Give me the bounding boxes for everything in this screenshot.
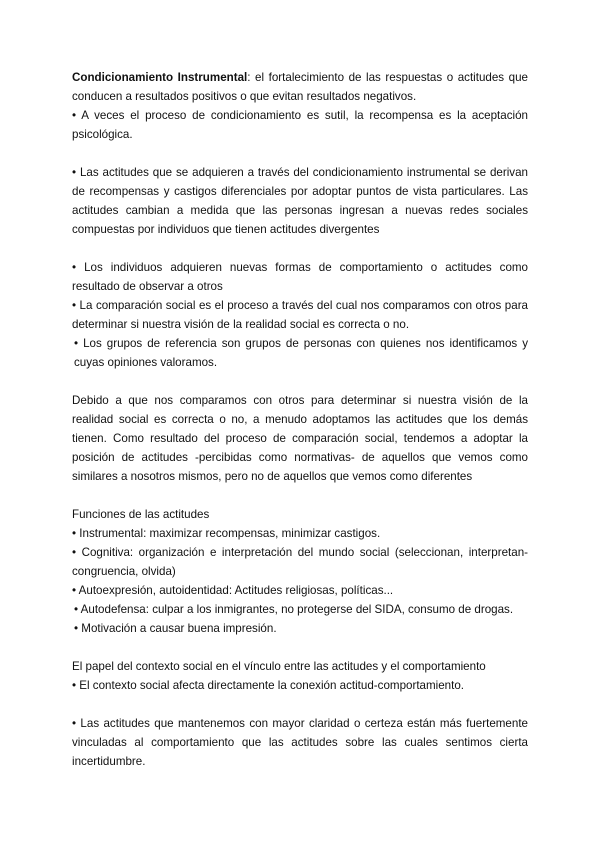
spacer — [72, 372, 528, 391]
term-heading: Condicionamiento Instrumental — [72, 71, 248, 84]
section-heading: El papel del contexto social en el vínculo entre las actitudes y el comportamiento — [72, 660, 486, 673]
spacer — [72, 638, 528, 657]
instrumental-conditioning-definition — [72, 68, 528, 106]
spacer — [72, 239, 528, 258]
spacer — [72, 144, 528, 163]
list-item: • Autoexpresión, autoidentidad: Actitudes religiosas, políticas... — [72, 584, 394, 597]
bullet-paragraph: • Las actitudes que mantenemos con mayor claridad o certeza están más fuertemente vinculadas al comportamiento que las actitudes sobre las cuales sentimos cierta incertidumbre. — [72, 717, 528, 768]
list-item: • Motivación a causar buena impresión. — [74, 622, 277, 635]
bullet-paragraph: • La comparación social es el proceso a través del cual nos comparamos con otros para determinar si nuestra visión de la realidad social es correcta o no. — [72, 299, 528, 331]
list-item: • Autodefensa: culpar a los inmigrantes, no protegerse del SIDA, consumo de drogas. — [74, 603, 514, 616]
section-heading: Funciones de las actitudes — [72, 508, 210, 521]
spacer — [72, 486, 528, 505]
list-item: • Instrumental: maximizar recompensas, minimizar castigos. — [72, 527, 381, 540]
term-definition: : el fortalecimiento de las respuestas o actitudes que conducen a resultados positivos o que evitan resultados negativos. — [72, 71, 529, 103]
list-item: • Cognitiva: organización e interpretación del mundo social (seleccionan, interpretan-congruencia, olvida) — [72, 546, 528, 578]
document-body — [72, 68, 528, 771]
bullet-paragraph: • Las actitudes que se adquieren a través del condicionamiento instrumental se derivan de recompensas y castigos diferenciales por adoptar puntos de vista particulares. Las actitudes cambian a medida que las personas ingresan a nuevas redes sociales compuestas por individuos que tienen actitudes divergentes — [72, 166, 528, 236]
body-paragraph: Debido a que nos comparamos con otros para determinar si nuestra visión de la realidad social es correcta o no, a menudo adoptamos las actitudes que los demás tienen. Como resultado del proceso de comparación social, tendemos a adoptar la posición de actitudes -percibidas como normativas- de aquellos que vemos como similares a nosotros mismos, pero no de aquellos que vemos como diferentes — [72, 394, 528, 483]
bullet-paragraph: • Los individuos adquieren nuevas formas de comportamiento o actitudes como resultado de observar a otros — [72, 261, 528, 293]
bullet-paragraph: • Los grupos de referencia son grupos de personas con quienes nos identificamos y cuyas opiniones valoramos. — [74, 337, 528, 369]
bullet-paragraph: • El contexto social afecta directamente la conexión actitud-comportamiento. — [72, 679, 465, 692]
bullet-paragraph: • A veces el proceso de condicionamiento es sutil, la recompensa es la aceptación psicológica. — [72, 109, 528, 141]
spacer — [72, 695, 528, 714]
